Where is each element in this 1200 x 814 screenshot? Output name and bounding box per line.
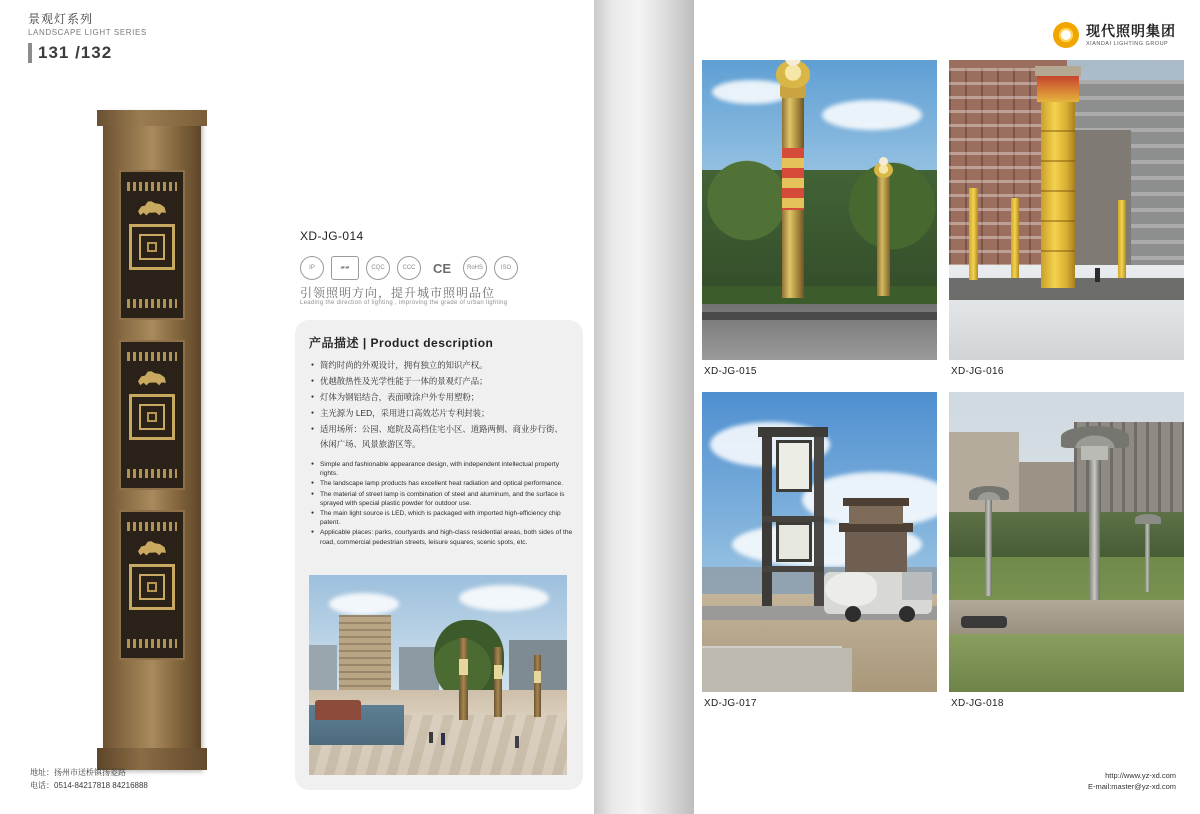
photo-caption-017: XD-JG-017 — [704, 698, 757, 709]
right-footer — [1088, 770, 1176, 792]
page-number-block — [28, 43, 147, 63]
iso-cert-icon: ISO — [494, 256, 518, 280]
product-photo-016 — [949, 60, 1184, 360]
brand-name-cn: 现代照明集团 — [1086, 22, 1176, 39]
right-page — [694, 0, 1200, 814]
rohs-cert-icon: RoHS — [463, 256, 487, 280]
ccc-cert-icon: CCC — [397, 256, 421, 280]
company-website[interactable]: http://www.yz-xd.com — [1105, 771, 1176, 780]
cqc-cert-icon: CQC — [366, 256, 390, 280]
description-en-item: ● The landscape lamp products has excellent heat radiation and optical performance. — [311, 479, 573, 488]
brand-name-en: XIANDAI LIGHTING GROUP — [1086, 40, 1169, 47]
series-header — [28, 12, 147, 63]
decor-panel-2 — [119, 340, 185, 490]
photo-caption-018: XD-JG-018 — [951, 698, 1004, 709]
company-email[interactable]: E-mail:master@yz-xd.com — [1087, 782, 1176, 791]
decor-panel-3 — [119, 510, 185, 660]
brand-logo — [1053, 22, 1176, 48]
brand-text — [1086, 24, 1176, 47]
page-number: 131 /132 — [38, 43, 113, 62]
sun-logo-icon — [1053, 22, 1079, 48]
lamp-pole-body — [103, 110, 201, 770]
description-title: 产品描述 | Product description — [309, 336, 494, 350]
description-cn-item: ● 优越散热性及光学性能于一体的景观灯产品； — [311, 374, 569, 389]
photo-cell-018 — [949, 392, 1184, 709]
ip-cert-icon: IP — [300, 256, 324, 280]
slogan-en: Leading the direction of lighting , improving the grade of urban lighting — [300, 300, 508, 306]
description-cn-item: ● 简约时尚的外观设计，拥有独立的知识产权。 — [311, 358, 569, 373]
page-gutter — [594, 0, 694, 814]
description-en-list — [311, 460, 573, 548]
photo-caption-015: XD-JG-015 — [704, 366, 757, 377]
installation-photo — [309, 575, 567, 775]
decor-panel-1 — [119, 170, 185, 320]
certification-icons — [300, 255, 550, 281]
product-photo-017 — [702, 392, 937, 692]
company-address: 地址：扬州市送桥镇扬菱路 — [30, 768, 126, 777]
photo-cell-016 — [949, 60, 1184, 377]
slogan-cn: 引领照明方向，提升城市照明品位 — [300, 286, 496, 300]
left-footer — [30, 766, 148, 792]
product-code-label: XD-JG-014 — [300, 229, 364, 243]
description-en-item: ● Simple and fashionable appearance design, with independent intellectual property rights. — [311, 460, 573, 478]
product-photo-015 — [702, 60, 937, 360]
energy-cert-icon: ▰▰ — [331, 256, 359, 280]
description-en-item: ● Applicable places: parks, courtyards and high-class residential areas, both sides of the road, commercial pedestrian streets, leisure squares, scenic spots, etc. — [311, 528, 573, 546]
lamp-pole-cap — [97, 110, 207, 126]
description-cn-item: ● 主光源为 LED，采用进口高效芯片专利封装； — [311, 406, 569, 421]
photo-cell-015 — [702, 60, 937, 377]
series-title-en: LANDSCAPE LIGHT SERIES — [28, 28, 147, 37]
company-phone: 电话：0514-84217818 84216888 — [30, 781, 148, 790]
description-en-item: ● The material of street lamp is combination of steel and aluminum, and the surface is sprayed with special plastic powder for outdoor use. — [311, 490, 573, 508]
description-cn-item: ● 灯体为钢铝结合，表面喷涂户外专用塑粉； — [311, 390, 569, 405]
product-description-box — [295, 320, 583, 790]
left-page — [0, 0, 594, 814]
description-cn-list — [311, 358, 569, 453]
description-cn-item: ● 适用场所：公园、庭院及高档住宅小区、道路两侧、商业步行街、休闲广场、风景旅游区等。 — [311, 422, 569, 452]
photo-cell-017 — [702, 392, 937, 709]
page-number-bar — [28, 43, 32, 63]
photo-caption-016: XD-JG-016 — [951, 366, 1004, 377]
description-en-item: ● The main light source is LED, which is packaged with imported high-efficiency chip patent. — [311, 509, 573, 527]
series-title-cn: 景观灯系列 — [28, 12, 94, 26]
product-photo-018 — [949, 392, 1184, 692]
ce-cert-icon: CE — [428, 257, 456, 279]
product-main-image — [95, 110, 210, 770]
